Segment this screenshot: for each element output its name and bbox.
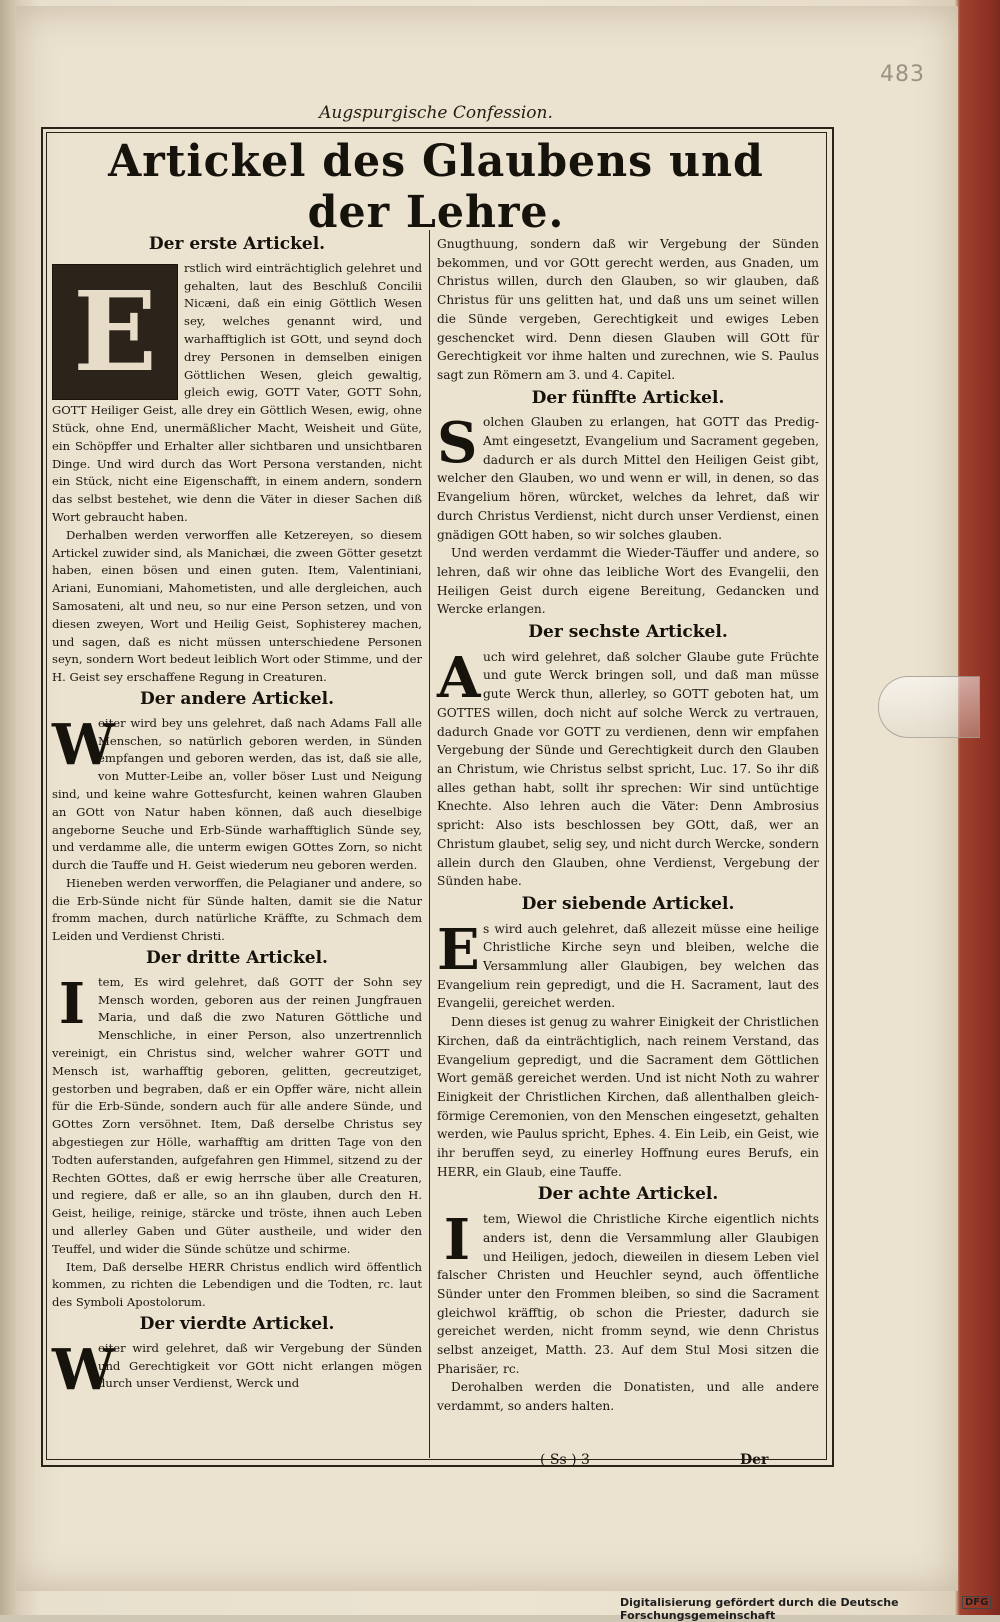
article-paragraph <box>437 544 819 619</box>
article-paragraph <box>437 1013 819 1181</box>
article-heading: Der achte Artickel. <box>537 1184 719 1205</box>
ornamental-initial: W <box>52 1336 115 1403</box>
digitization-credit: Digitalisierung gefördert durch die Deutsche Forschungsgemeinschaft <box>620 1596 899 1622</box>
article-paragraph <box>52 875 422 946</box>
paragraph-text: tem, Es wird gelehret, daß GOTT der Sohn sey Mensch worden, geboren aus der reinen Jungfrauen Maria, und daß die zwo Naturen Göttliche und Menschliche, in einer Person, also unzertrennlich vereinigt, ein Christus sind, welcher wahrer GOTT und Mensch ist, warhafftig geboren, gelitten, gecreutziget, gestorben und begraben, daß er ein Opffer wäre, nicht allein für die Erb-Sünde, sondern auch für alle andere Sünde, und GOttes Zorn versöhnet. Item, Daß derselbe Christus sey abgestiegen zur Hölle, warhafftig am dritten Tage von den Todten auferstanden, aufgefahren gen Himmel, sitzend zu der Rechten GOttes, daß er ewig herrsche über alle Creaturen, und regiere, daß er alle, so an ihn glauben, durch den H. Geist, heilige, reinige, stärcke und tröste, ihnen auch Leben und allerley Gaben und Güter austheile, und wider den Teuffel, und wider die Sünde schütze und schirme. <box>52 974 422 1256</box>
paragraph-text: eiter wird bey uns gelehret, daß nach Adams Fall alle Menschen, so natürlich geboren werden, in Sünden empfangen und geboren werden, das ist, daß sie alle, von Mutter-Leibe an, voller böser Lust und Neigung sind, und keine wahre Gottesfurcht, keinen wahren Glauben an GOtt von Natur haben können, daß auch dieselbige angeborne Seuche und Erb-Sünde warhafftiglich Sünde sey, und verdamme alle, die unterm ewigen GOttes Zorn, so nicht durch die Tauffe und H. Geist wiederum neu geboren werden. <box>52 715 422 873</box>
paragraph-text: uch wird gelehret, daß solcher Glaube gute Früchte und gute Werck bringen soll, und daß man müsse gute Werck thun, allerley, so GOTT geboten hat, um GOTTES willen, doch nicht auf solche Werck zu vertrauen, dadurch Gnade vor GOTT zu verdienen, denn wir empfahen Vergebung der Sünde und Gerechtigkeit durch den Glauben an Christum, wie Christus selbst spricht, Luc. 17. So ihr diß alles gethan habt, sollt ihr sprechen: Wir sind untüchtige Knechte. Also lehren auch die Väter: Denn Ambrosius spricht: Also ists beschlossen bey GOtt, daß, wer an Christum glaubet, selig sey, und nicht durch Wercke, sondern allein durch den Glauben, ohne Verdienst, Vergebung der Sünden habe. <box>437 649 819 889</box>
article-paragraph <box>437 916 819 1014</box>
left-column <box>52 232 422 1403</box>
article-heading: Der erste Artickel. <box>148 234 326 254</box>
ornamental-initial: E <box>437 916 480 983</box>
article-heading: Der vierdte Artickel. <box>139 1314 335 1335</box>
paragraph-text: Hieneben werden verworffen, die Pelagianer und andere, so die Erb-Sünde nicht für Sünde halten, damit sie die Natur fromm machen, durch natürliche Kräffte, zu Schmach dem Leiden und Verdienst Christi. <box>52 875 422 944</box>
dfg-badge: DFG <box>962 1596 991 1609</box>
article-paragraph <box>437 1207 819 1378</box>
paragraph-text: Derohalben werden die Donatisten, und alle andere verdammt, so anders halten. <box>437 1380 819 1414</box>
paragraph-text: rstlich wird einträchtiglich gelehret und gehalten, laut des Beschluß Concilii Nicæni, daß ein einig Göttlich Wesen sey, welches genannt wird, und warhafftiglich ist GOtt, und seynd doch drey Personen in demselben einigen Göttlichen Wesen, gleich gewaltig, gleich ewig, GOTT Vater, GOTT Sohn, GOTT Heiliger Geist, alle drey ein Göttlich Wesen, ewig, ohne Stück, ohne End, unermäßlicher Macht, Weisheit und Güte, ein Schöpffer und Erhalter aller sichtbaren und unsichtbaren Dinge. Und wird durch das Wort Persona verstanden, nicht ein Stück, nicht eine Eigenschafft, in einem andern, sondern das selbst bestehet, wie denn die Väter in dieser Sachen diß Wort gebraucht haben. <box>52 260 422 524</box>
pencil-page-number: 483 <box>880 62 925 87</box>
running-head: Augspurgische Confession. <box>48 103 824 128</box>
paragraph-text: s wird auch gelehret, daß allezeit müsse eine heilige Christliche Kirche seyn und bleiben, welche die Versammlung aller Glaubigen, bey welchen das Evangelium rein gepredigt, und die H. Sacrament, laut des Evangelii, gereichet werden. <box>437 921 819 1011</box>
article-paragraph <box>52 260 422 527</box>
page-marker-tab <box>878 676 980 738</box>
article-paragraph <box>52 711 422 875</box>
ornamental-initial: A <box>437 644 481 711</box>
ornamental-initial: E <box>52 264 178 400</box>
article-paragraph <box>52 527 422 687</box>
right-column <box>437 235 819 1416</box>
article-heading: Der fünffte Artickel. <box>531 387 725 408</box>
article-paragraph <box>52 1336 422 1403</box>
signature-mark: ( Ss ) 3 <box>540 1452 590 1468</box>
article-heading: Der siebende Artickel. <box>521 893 735 914</box>
paragraph-text: tem, Wiewol die Christliche Kirche eigentlich nichts anders ist, denn die Versammlung aller Glaubigen und Heiligen, jedoch, dieweilen in diesem Leben viel falscher Christen und Heuchler seynd, auch öffentliche Sünder unter den Frommen bleiben, so sind die Sacrament gleichwol kräfftig, ob schon die Priester, dadurch sie gereichet werden, nicht fromm seynd, wie denn Christus selbst anzeiget, Matth. 23. Auf dem Stul Mosi sitzen die Pharisäer, rc. <box>437 1212 819 1376</box>
article-paragraph <box>437 410 819 544</box>
article-heading: Der dritte Artickel. <box>146 948 328 969</box>
paragraph-text: Denn dieses ist genug zu wahrer Einigkeit der Christlichen Kirchen, daß da einträchtiglich, nach reinem Verstand, das Evangelium gepredigt, und die Sacrament dem Göttlichen Wort gemäß gereichet werden. Und ist nicht Noth zu wahrer Einigkeit der Christlichen Kirchen, daß allenthalben gleich-förmige Ceremonien, von den Menschen eingesetzt, gehalten werden, wie Paulus spricht, Ephes. 4. Ein Leib, ein Geist, wie ihr beruffen seyd, zu einerley Hoffnung eures Berufs, ein HERR, ein Glaub, eine Tauffe. <box>437 1015 819 1179</box>
article-heading: Der sechste Artickel. <box>528 622 728 643</box>
ornamental-initial: S <box>437 410 478 477</box>
paragraph-text: Item, Daß derselbe HERR Christus endlich wird öffentlich kommen, zu richten die Lebendigen und die Todten, rc. laut des Symboli Apostolorum. <box>52 1259 422 1310</box>
paragraph-text: eiter wird gelehret, daß wir Vergebung der Sünden und Gerechtigkeit vor GOtt nicht erlangen mögen durch unser Verdienst, Werck und <box>98 1340 422 1391</box>
article-paragraph <box>437 644 819 891</box>
ornamental-initial: W <box>52 711 115 778</box>
paragraph-text: Und werden verdammt die Wieder-Täuffer und andere, so lehren, daß wir ohne das leibliche Wort des Evangelii, den Heiligen Geist durch eigene Bereitung, Gedancken und Wercke erlangen. <box>437 546 819 617</box>
paragraph-text: Derhalben werden verworffen alle Ketzereyen, so diesem Artickel zuwider sind, als Manichæi, die zween Götter gesetzt haben, einen bösen und einen guten. Item, Valentiniani, Ariani, Eunomiani, Mahometisten, und alle dergleichen, auch Samosateni, alt und neu, so nur eine Person setzen, und von diesen zweyen, Wort und Heilig Geist, Sophisterey machen, und sagen, daß es nicht müssen unterschiedene Personen seyn, sondern Wort bedeut leiblich Wort oder Stimme, und der H. Geist sey erschaffene Regung in Creaturen. <box>52 527 422 685</box>
article-heading: Der andere Artickel. <box>140 688 334 709</box>
paragraph-text: Gnugthuung, sondern daß wir Vergebung der Sünden bekommen, und vor GOtt gerecht werden, aus Gnaden, um Christus willen, durch den Glauben, so wir glauben, daß Christus für uns gelitten hat, und daß uns um seinet willen die Sünde vergeben, Gerechtigkeit und ewiges Leben geschencket wird. Denn diesen Glauben will GOtt für Gerechtigkeit vor ihme halten und zurechnen, wie S. Paulus sagt zun Römern am 3. und 4. Capitel. <box>437 237 819 382</box>
article-paragraph <box>52 1259 422 1312</box>
column-divider <box>429 230 430 1458</box>
ornamental-initial: I <box>58 970 86 1037</box>
page-title: Artickel des Glaubens und der Lehre. <box>108 136 764 238</box>
article-paragraph <box>437 235 819 385</box>
paragraph-text: olchen Glauben zu erlangen, hat GOTT das Predig-Amt eingesetzt, Evangelium und Sacrament gegeben, dadurch er als durch Mittel den Heiligen Geist gibt, welcher den Glauben, wo und wenn er will, in denen, so das Evangelium hören, würcket, welches da lehret, daß wir durch Christus Verdienst, nicht durch unser Verdienst, einen gnädigen GOtt haben, so wir solches glauben. <box>437 415 819 542</box>
ornamental-initial: I <box>443 1207 471 1274</box>
article-paragraph <box>437 1378 819 1415</box>
catchword: Der <box>740 1452 769 1468</box>
article-paragraph <box>52 970 422 1259</box>
